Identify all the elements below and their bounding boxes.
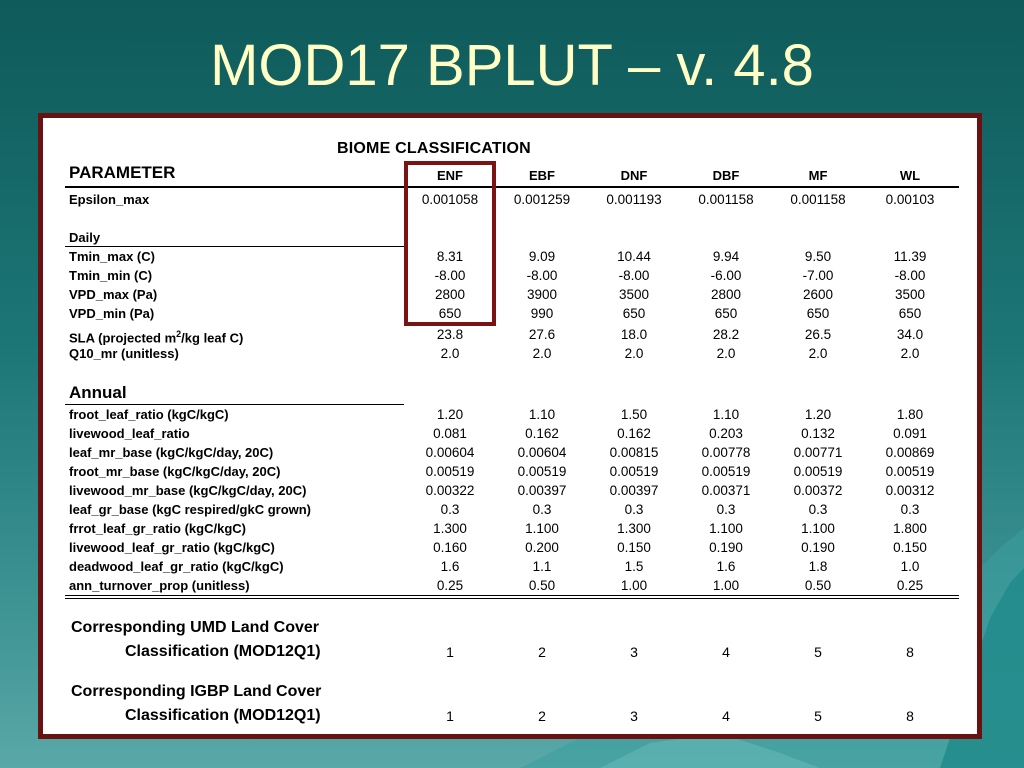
cell-wl: 0.25 — [896, 578, 924, 593]
daily-section-label: Daily — [69, 230, 101, 245]
cell-wl: 2.0 — [900, 346, 920, 361]
bplut-table-card — [38, 113, 982, 739]
column-header-ebf: EBF — [529, 168, 555, 183]
cell-wl: 34.0 — [896, 327, 924, 342]
row-label: frrot_leaf_gr_ratio (kgC/kgC) — [69, 521, 246, 536]
cell-ebf: 0.00604 — [517, 445, 567, 460]
cell-wl: 0.00869 — [885, 445, 935, 460]
cell-dbf: 2800 — [710, 287, 742, 302]
row-label: leaf_mr_base (kgC/kgC/day, 20C) — [69, 445, 274, 460]
cell-mf: 0.00519 — [793, 464, 843, 479]
row-label: SLA (projected $m^2/kg$ leaf C) — [69, 329, 244, 346]
column-header-mf: MF — [808, 168, 828, 183]
table-bottom-rule-2 — [65, 598, 959, 599]
row-label: livewood_leaf_gr_ratio (kgC/kgC) — [69, 540, 275, 555]
cell-wl: 0.00519 — [885, 464, 935, 479]
cell-enf: 23.8 — [436, 327, 464, 342]
cell-ebf: 2 — [538, 708, 546, 724]
cell-dnf: -8.00 — [618, 268, 650, 283]
cell-dbf: 0.001158 — [698, 192, 754, 207]
cell-mf: 0.132 — [801, 426, 835, 441]
cell-mf: 0.00372 — [793, 483, 843, 498]
cell-ebf: -8.00 — [526, 268, 558, 283]
table-row — [43, 500, 987, 519]
cell-mf: 0.50 — [804, 578, 832, 593]
cell-enf: 1.20 — [436, 407, 464, 422]
cell-enf: 650 — [438, 306, 462, 321]
cell-dbf: 0.190 — [709, 540, 743, 555]
cell-dnf: 650 — [622, 306, 646, 321]
cell-mf: 1.8 — [808, 559, 828, 574]
cell-enf: 1.300 — [433, 521, 467, 536]
table-row — [43, 443, 987, 462]
table-row-q10 — [43, 344, 987, 363]
table-row — [43, 519, 987, 538]
row-label: livewood_leaf_ratio — [69, 426, 190, 441]
cell-dbf: 4 — [722, 708, 730, 724]
cell-dbf: 0.00778 — [701, 445, 751, 460]
column-header-dnf: DNF — [620, 168, 648, 183]
cell-dnf: 0.00519 — [609, 464, 659, 479]
cell-enf: 0.081 — [433, 426, 467, 441]
cell-dbf: 0.203 — [709, 426, 743, 441]
cell-enf: 8.31 — [436, 249, 464, 264]
cell-ebf: 1.100 — [525, 521, 559, 536]
cell-wl: -8.00 — [894, 268, 926, 283]
cell-ebf: 2 — [538, 644, 546, 660]
row-label: livewood_mr_base (kgC/kgC/day, 20C) — [69, 483, 307, 498]
cell-wl: 1.800 — [893, 521, 927, 536]
column-header-enf: ENF — [437, 168, 463, 183]
enf-highlight-box — [404, 161, 496, 326]
cell-mf: 0.00771 — [793, 445, 843, 460]
table-row-sla — [43, 325, 987, 344]
cell-enf: 0.25 — [436, 578, 464, 593]
cell-wl: 0.150 — [893, 540, 927, 555]
cell-enf: 0.001058 — [421, 192, 479, 207]
table-row — [43, 266, 987, 285]
igbp-classification-label: Corresponding IGBP Land Cover Classification (MOD12Q1) — [71, 683, 322, 724]
cell-wl: 0.091 — [893, 426, 927, 441]
cell-dbf: 0.3 — [716, 502, 736, 517]
parameter-header: PARAMETER — [69, 163, 176, 182]
cell-wl: 1.80 — [896, 407, 924, 422]
cell-mf: -7.00 — [802, 268, 834, 283]
cell-dbf: 1.00 — [712, 578, 740, 593]
row-label: froot_mr_base (kgC/kgC/day, 20C) — [69, 464, 281, 479]
table-row — [43, 576, 987, 595]
cell-wl: 8 — [906, 644, 914, 660]
cell-dbf: 2.0 — [716, 346, 736, 361]
annual-section-label: Annual — [69, 383, 127, 402]
cell-dnf: 0.00815 — [609, 445, 659, 460]
row-label: Epsilon_max — [69, 192, 150, 207]
row-label: VPD_min (Pa) — [69, 306, 155, 321]
cell-wl: 3500 — [894, 287, 926, 302]
cell-mf: 9.50 — [804, 249, 832, 264]
cell-mf: 2.0 — [808, 346, 828, 361]
cell-dbf: 9.94 — [712, 249, 740, 264]
cell-wl: 11.39 — [893, 249, 927, 264]
cell-dnf: 1.50 — [620, 407, 648, 422]
cell-mf: 1.100 — [801, 521, 835, 536]
cell-ebf: 9.09 — [528, 249, 556, 264]
cell-ebf: 1.10 — [528, 407, 556, 422]
cell-dbf: 4 — [722, 644, 730, 660]
cell-ebf: 3900 — [526, 287, 558, 302]
cell-mf: 26.5 — [804, 327, 832, 342]
cell-dnf: 0.001193 — [606, 192, 662, 207]
cell-enf: -8.00 — [434, 268, 466, 283]
cell-enf: 1 — [446, 708, 454, 724]
cell-wl: 0.00312 — [885, 483, 935, 498]
table-bottom-rule-1 — [65, 595, 959, 596]
cell-mf: 5 — [814, 708, 822, 724]
cell-enf: 0.00322 — [425, 483, 475, 498]
row-label: deadwood_leaf_gr_ratio (kgC/kgC) — [69, 559, 284, 574]
cell-dnf: 1.5 — [624, 559, 644, 574]
table-row — [43, 405, 987, 424]
slide-title: MOD17 BPLUT – v. 4.8 — [210, 33, 814, 98]
cell-ebf: 0.001259 — [513, 192, 571, 207]
cell-dnf: 3 — [630, 644, 638, 660]
cell-mf: 5 — [814, 644, 822, 660]
cell-enf: 0.00604 — [425, 445, 475, 460]
cell-ebf: 0.50 — [528, 578, 556, 593]
umd-classification-label: Corresponding UMD Land Cover Classification (MOD12Q1) — [71, 619, 321, 660]
cell-ebf: 990 — [530, 306, 554, 321]
cell-dnf: 0.00397 — [609, 483, 659, 498]
cell-enf: 1 — [446, 644, 454, 660]
cell-wl: 8 — [906, 708, 914, 724]
cell-dnf: 2.0 — [624, 346, 644, 361]
row-label: Tmin_max (C) — [69, 249, 155, 264]
cell-enf: 0.3 — [440, 502, 460, 517]
row-label: VPD_max (Pa) — [69, 287, 158, 302]
cell-ebf: 2.0 — [532, 346, 552, 361]
cell-dbf: 0.00519 — [701, 464, 751, 479]
cell-enf: 2.0 — [440, 346, 460, 361]
cell-dnf: 1.00 — [620, 578, 648, 593]
cell-dnf: 10.44 — [617, 249, 651, 264]
cell-dbf: 650 — [714, 306, 738, 321]
row-label: leaf_gr_base (kgC respired/gkC grown) — [69, 502, 312, 517]
cell-dbf: 1.100 — [709, 521, 743, 536]
table-row — [43, 304, 987, 323]
umd-classification-row — [43, 642, 987, 662]
cell-ebf: 0.00397 — [517, 483, 567, 498]
header-divider — [65, 186, 959, 188]
cell-dnf: 0.150 — [617, 540, 651, 555]
cell-ebf: 0.00519 — [517, 464, 567, 479]
cell-dnf: 0.3 — [624, 502, 644, 517]
table-row — [43, 462, 987, 481]
table-row — [43, 285, 987, 304]
biome-classification-header: BIOME CLASSIFICATION — [337, 140, 531, 157]
table-row-epsilon-max — [43, 190, 987, 209]
cell-enf: 0.160 — [433, 540, 467, 555]
cell-ebf: 0.200 — [525, 540, 559, 555]
cell-dnf: 3 — [630, 708, 638, 724]
cell-ebf: 1.1 — [532, 559, 552, 574]
row-label: froot_leaf_ratio (kgC/kgC) — [69, 407, 229, 422]
table-row — [43, 538, 987, 557]
row-label: Tmin_min (C) — [69, 268, 153, 283]
table-row — [43, 557, 987, 576]
cell-mf: 650 — [806, 306, 830, 321]
cell-dnf: 18.0 — [620, 327, 648, 342]
cell-enf: 2800 — [434, 287, 466, 302]
cell-ebf: 0.162 — [525, 426, 559, 441]
cell-mf: 0.190 — [801, 540, 835, 555]
row-label: Q10_mr (unitless) — [69, 346, 179, 361]
cell-wl: 0.00103 — [885, 192, 935, 207]
cell-wl: 650 — [898, 306, 922, 321]
cell-dnf: 1.300 — [617, 521, 651, 536]
table-row — [43, 424, 987, 443]
cell-enf: 0.00519 — [425, 464, 475, 479]
table-row — [43, 481, 987, 500]
table-row — [43, 247, 987, 266]
column-header-dbf: DBF — [712, 168, 740, 183]
cell-enf: 1.6 — [440, 559, 460, 574]
column-header-wl: WL — [899, 168, 921, 183]
cell-wl: 0.3 — [900, 502, 920, 517]
cell-wl: 1.0 — [900, 559, 920, 574]
cell-mf: 2600 — [802, 287, 834, 302]
cell-dnf: 0.162 — [617, 426, 651, 441]
row-label: ann_turnover_prop (unitless) — [69, 578, 250, 593]
cell-dbf: 0.00371 — [701, 483, 751, 498]
cell-dbf: 28.2 — [712, 327, 740, 342]
cell-dbf: 1.6 — [716, 559, 736, 574]
cell-mf: 1.20 — [804, 407, 832, 422]
cell-ebf: 0.3 — [532, 502, 552, 517]
cell-ebf: 27.6 — [528, 327, 556, 342]
cell-dnf: 3500 — [618, 287, 650, 302]
cell-dbf: 1.10 — [712, 407, 740, 422]
cell-mf: 0.001158 — [790, 192, 846, 207]
igbp-classification-row — [43, 706, 987, 726]
cell-mf: 0.3 — [808, 502, 828, 517]
cell-dbf: -6.00 — [710, 268, 742, 283]
